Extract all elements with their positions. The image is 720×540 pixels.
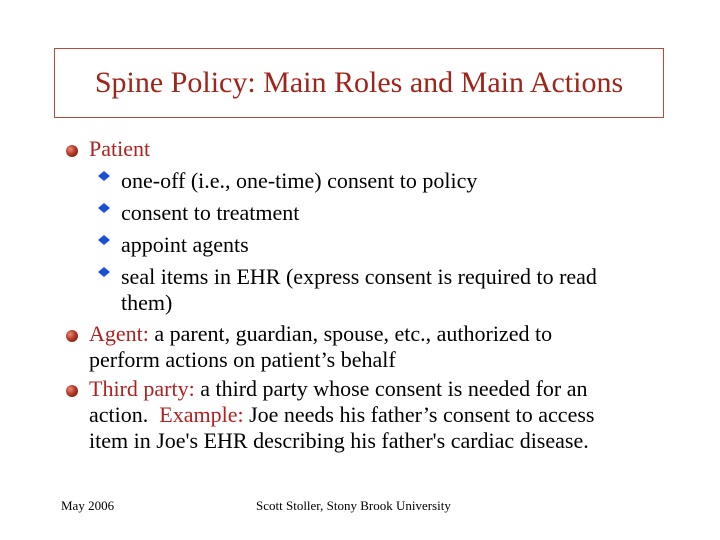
third-party-text: a third party whose consent is needed for an <box>194 376 588 401</box>
sub-bullet: appoint agents <box>121 232 249 257</box>
slide-title: Spine Policy: Main Roles and Main Actions <box>94 66 624 99</box>
example-text: Joe needs his father’s consent to access <box>243 402 595 427</box>
third-party-action: action. <box>89 402 160 427</box>
blue-diamond-bullet-icon <box>98 235 110 245</box>
blue-diamond-bullet-icon <box>98 171 110 181</box>
sub-bullet-continuation: them) <box>121 290 173 315</box>
footer-author: Scott Stoller, Stony Brook University <box>256 498 451 513</box>
sub-bullet: consent to treatment <box>121 200 300 225</box>
bullet-patient: Patient <box>89 136 151 161</box>
example-term: Example: <box>159 402 244 427</box>
red-bullet-icon <box>66 145 78 157</box>
sub-bullet: one-off (i.e., one-time) consent to policy <box>121 168 478 193</box>
red-bullet-icon <box>66 385 78 397</box>
footer-date: May 2006 <box>61 498 115 513</box>
bullet-agent-continuation: perform actions on patient’s behalf <box>89 347 396 372</box>
blue-diamond-bullet-icon <box>98 203 110 213</box>
red-bullet-icon <box>66 330 78 342</box>
bullet-third-party <box>89 376 588 402</box>
agent-text: a parent, guardian, spouse, etc., authorized to <box>148 321 553 346</box>
third-party-term: Third party: <box>89 376 195 401</box>
blue-diamond-bullet-icon <box>98 267 110 277</box>
sub-bullet: seal items in EHR (express consent is required to read <box>121 264 597 289</box>
bullet-third-party-line2 <box>89 402 594 428</box>
agent-term: Agent: <box>89 321 149 346</box>
bullet-agent <box>89 321 552 347</box>
bullet-third-party-line3: item in Joe's EHR describing his father's cardiac disease. <box>89 428 589 453</box>
